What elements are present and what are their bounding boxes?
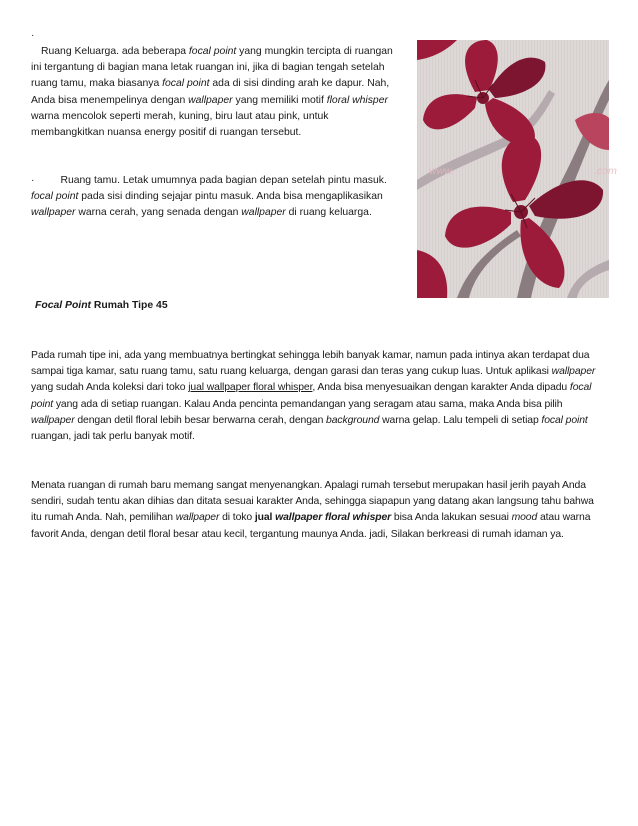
link-jual-wallpaper-floral-whisper[interactable]: jual wallpaper floral whisper: [188, 382, 313, 394]
top-bullet-marker: ·: [31, 30, 35, 41]
floral-wallpaper-photo: [417, 40, 617, 298]
paragraph-ruang-tamu: · Ruang tamu. Letak umumnya pada bagian depan setelah pintu masuk. focal point pada sisi dinding sejajar pintu masuk. Anda bisa mengaplikasikan wallpaper warna cerah, yang senada dengan wallpaper di ruang keluarga.: [31, 175, 387, 219]
paragraph-menata-ruangan: Menata ruangan di rumah baru memang sangat menyenangkan. Apalagi rumah tersebut merupakan hasil jerih payah Anda sendiri, sudah tentu akan dihias dan ditata sesuai karakter Anda, sehingga siapapun yang datang akan langsung tahu bahwa itu rumah Anda. Nah, pemilihan wallpaper di toko jual wallpaper floral whisper bisa Anda lakukan sesuai mood atau warna favorit Anda, dengan detil floral besar atau kecil, tergantung maunya Anda. jadi, Silakan berkreasi di rumah idaman ya.: [31, 480, 594, 540]
bullet-marker: ·: [31, 175, 35, 186]
paragraph-rumah-tipe-45: Pada rumah tipe ini, ada yang membuatnya bertingkat sehingga lebih banyak kamar, namun pada intinya akan terdapat dua sampai tiga kamar, satu ruang tamu, satu ruang keluarga, dengan garasi dan teras yang cukup luas. Untuk aplikasi wallpaper yang sudah Anda koleksi dari toko jual wallpaper floral whisper, Anda bisa menyesuaikan dengan karakter Anda dipadu focal point yang ada di setiap ruangan. Kalau Anda pencinta pemandangan yang seragam atau sama, maka Anda bisa pilih wallpaper dengan detil floral lebih besar berwarna cerah, dengan background warna gelap. Lalu tempeli di setiap focal point ruangan, jadi tak perlu banyak motif.: [31, 350, 596, 443]
watermark-text: www. .com: [429, 165, 617, 177]
heading-focal-point-rumah-tipe-45: Focal Point Rumah Tipe 45: [35, 300, 168, 311]
paragraph-ruang-keluarga: Ruang Keluarga. ada beberapa focal point yang mungkin tercipta di ruangan ini tergantung di bagian mana letak ruangan ini, jika di bagian tengah setelah ruang tamu, maka biasanya focal point ada di sisi dinding arah ke dapur. Nah, Anda bisa menempelinya dengan wallpaper yang memiliki motif floral whisper warna mencolok seperti merah, kuning, biru laut atau pink, untuk membangkitkan nuansa energy positif di ruangan tersebut.: [31, 46, 393, 139]
